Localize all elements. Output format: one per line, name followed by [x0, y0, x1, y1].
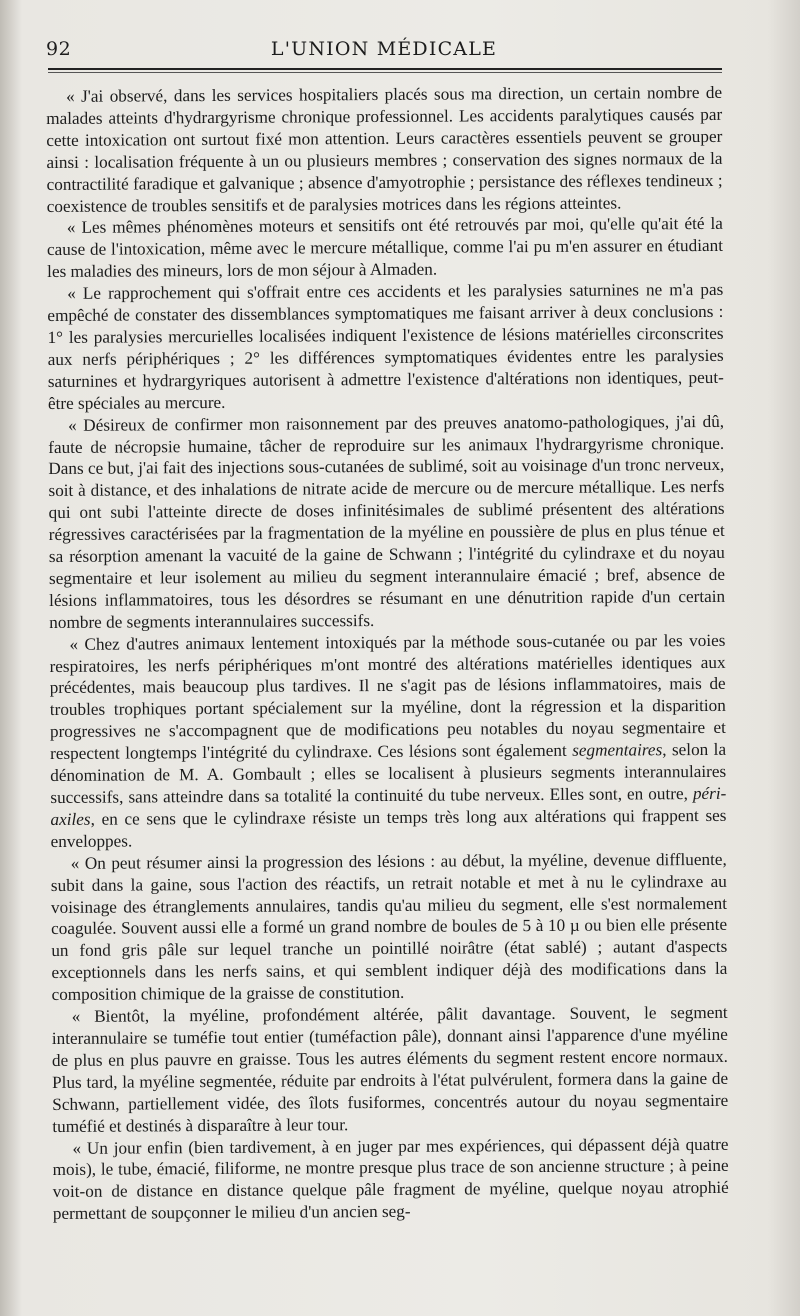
paragraph-text: « Un jour enfin (bien tardivement, à en juger par mes expériences, qui dépassent déjà quatre mois), le tube, émacié, filiforme, ne montre presque plus trace de son ancienne structure ; à peine voit-on de distance en distance quelque pâle fragment de myéline, quelque noyau atrophié permettant de soupçonner le milieu d'un ancien seg-	[52, 1134, 729, 1224]
header-rule-thin	[48, 72, 722, 73]
paragraph-text: « Les mêmes phénomènes moteurs et sensitifs ont été retrouvés par moi, qu'elle qu'ait été la cause de l'intoxication, même avec le mercure métallique, comme l'ai pu m'en assurer en étudiant les maladies des mineurs, lors de mon séjour à Almaden.	[46, 214, 724, 282]
paragraph-text: , en ce sens que le cylindraxe résiste un temps très long aux altérations qui frappent ses enveloppes.	[50, 805, 727, 851]
paragraph-text: « Bientôt, la myéline, profondément altérée, pâlit davantage. Souvent, le segment interannulaire se tuméfie tout entier (tuméfaction pâle), donnant ainsi l'apparence d'une myéline de plus en plus pauvre en graisse. Tous les autres éléments du segment restent encore normaux. Plus tard, la myéline segmentée, réduite par endroits à l'état pulvérulent, formera dans la gaine de Schwann, partiellement vidée, des îlots fusiformes, concentrés autour du noyau segmentaire tuméfié et destinés à disparaître à leur tour.	[51, 1002, 729, 1136]
page-header	[46, 38, 722, 70]
paragraph-text: « On peut résumer ainsi la progression des lésions : au début, la myéline, devenue diffluente, subit dans la gaine, sous l'action des réactifs, un retrait notable et met à nu le cylindraxe au voisinage des étranglements annulaires, tandis qu'au milieu du segment, elle s'est normalement coagulée. Souvent aussi elle a formé un grand nombre de boules de 5 à 10 µ ou bien elle présente un fond gris pâle sur lequel tranche un pointillé noirâtre (état sablé) ; autant d'aspects exceptionnels dans les nerfs sains, et qui semblent indiquer déjà des modifications dans la composition chimique de la graisse de constitution.	[50, 849, 728, 1005]
italic-term: péri-axiles	[50, 783, 727, 829]
paragraph-text: « Désireux de confirmer mon raisonnement par des preuves anatomo-pathologiques, j'ai dû, faute de nécropsie humaine, tâcher de reproduire sur les animaux l'hydrargyrisme chronique. Dans ce but, j'ai fait des injections sous-cutanées de sublimé, soit au voisinage d'un tronc nerveux, soit à distance, et des inhalations de nitrate acide de mercure ou de mercure métallique. Les nerfs qui ont subi l'atteinte directe de doses infinitésimales de sublimé présentent des altérations régressives caractérisées par la fragmentation de la myéline en poussière de plus en plus ténue et sa résorption amenant la vacuité de la gaine de Schwann ; l'intégrité du cylindraxe et du noyau segmentaire et leur isolement au milieu du segment interannulaire émacié ; bref, absence de lésions inflammatoires, tous les désordres se résumant en une dénutrition rapide d'un certain nombre de segments interannulaires successifs.	[48, 411, 726, 632]
paragraph-6	[51, 849, 728, 1006]
paragraph-4	[48, 410, 725, 633]
paragraph-3	[47, 279, 724, 415]
italic-term: segmentaires	[572, 740, 663, 760]
paragraph-7	[52, 1002, 729, 1138]
paragraph-5	[49, 630, 726, 853]
paragraph-text: « Chez d'autres animaux lentement intoxiqués par la méthode sous-cutanée ou par les voies respiratoires, les nerfs périphériques m'ont montré des altérations matérielles identiques aux précédentes, mais beaucoup plus tardives. Il ne s'agit pas de lésions inflammatoires, mais de troubles trophiques portant spécialement sur la myéline, dont la régression et la disparition progressives ne s'accompagnent que de modifications peu notables du noyau segmentaire et respectent longtemps l'intégrité du cylindraxe. Ces lésions sont également	[49, 630, 726, 764]
paragraph-8	[52, 1133, 729, 1225]
body-text	[46, 82, 729, 1225]
page-number: 92	[46, 38, 72, 60]
running-title: L'UNION MÉDICALE	[270, 38, 498, 60]
paragraph-2	[47, 213, 723, 283]
paragraph-text: « J'ai observé, dans les services hospitaliers placés sous ma direction, un certain nombre de malades atteints d'hydrargyrisme chronique professionnel. Les accidents paralytiques causés par cette intoxication ont surtout fixé mon attention. Leurs caractères essentiels peuvent se grouper ainsi : localisation fréquente à un ou plusieurs membres ; conservation des signes normaux de la contractilité faradique et galvanique ; absence d'amyotrophie ; persistance des réflexes tendineux ; coexistence de troubles sensitifs et de paralysies motrices dans les régions atteintes.	[46, 82, 723, 216]
paragraph-text: , selon la dénomination de M. A. Gombault ; elles se localisent à plusieurs segments interannulaires successifs, sans atteindre dans sa totalité la continuité du tube nerveux. Elles sont, en outre,	[50, 740, 727, 807]
paragraph-text: « Le rapprochement qui s'offrait entre ces accidents et les paralysies saturnines ne m'a pas empêché de constater des dissemblances symptomatiques me faisant arriver à deux conclusions : 1° les paralysies mercurielles localisées indiquent l'existence de lésions matérielles circonscrites aux nerfs périphériques ; 2° les différences symptomatiques évidentes entre les paralysies saturnines et hydrargyriques autorisent à admettre l'existence d'altérations non identiques, peut-être spéciales au mercure.	[47, 280, 724, 413]
paragraph-1	[46, 82, 723, 218]
header-rule	[48, 68, 722, 70]
